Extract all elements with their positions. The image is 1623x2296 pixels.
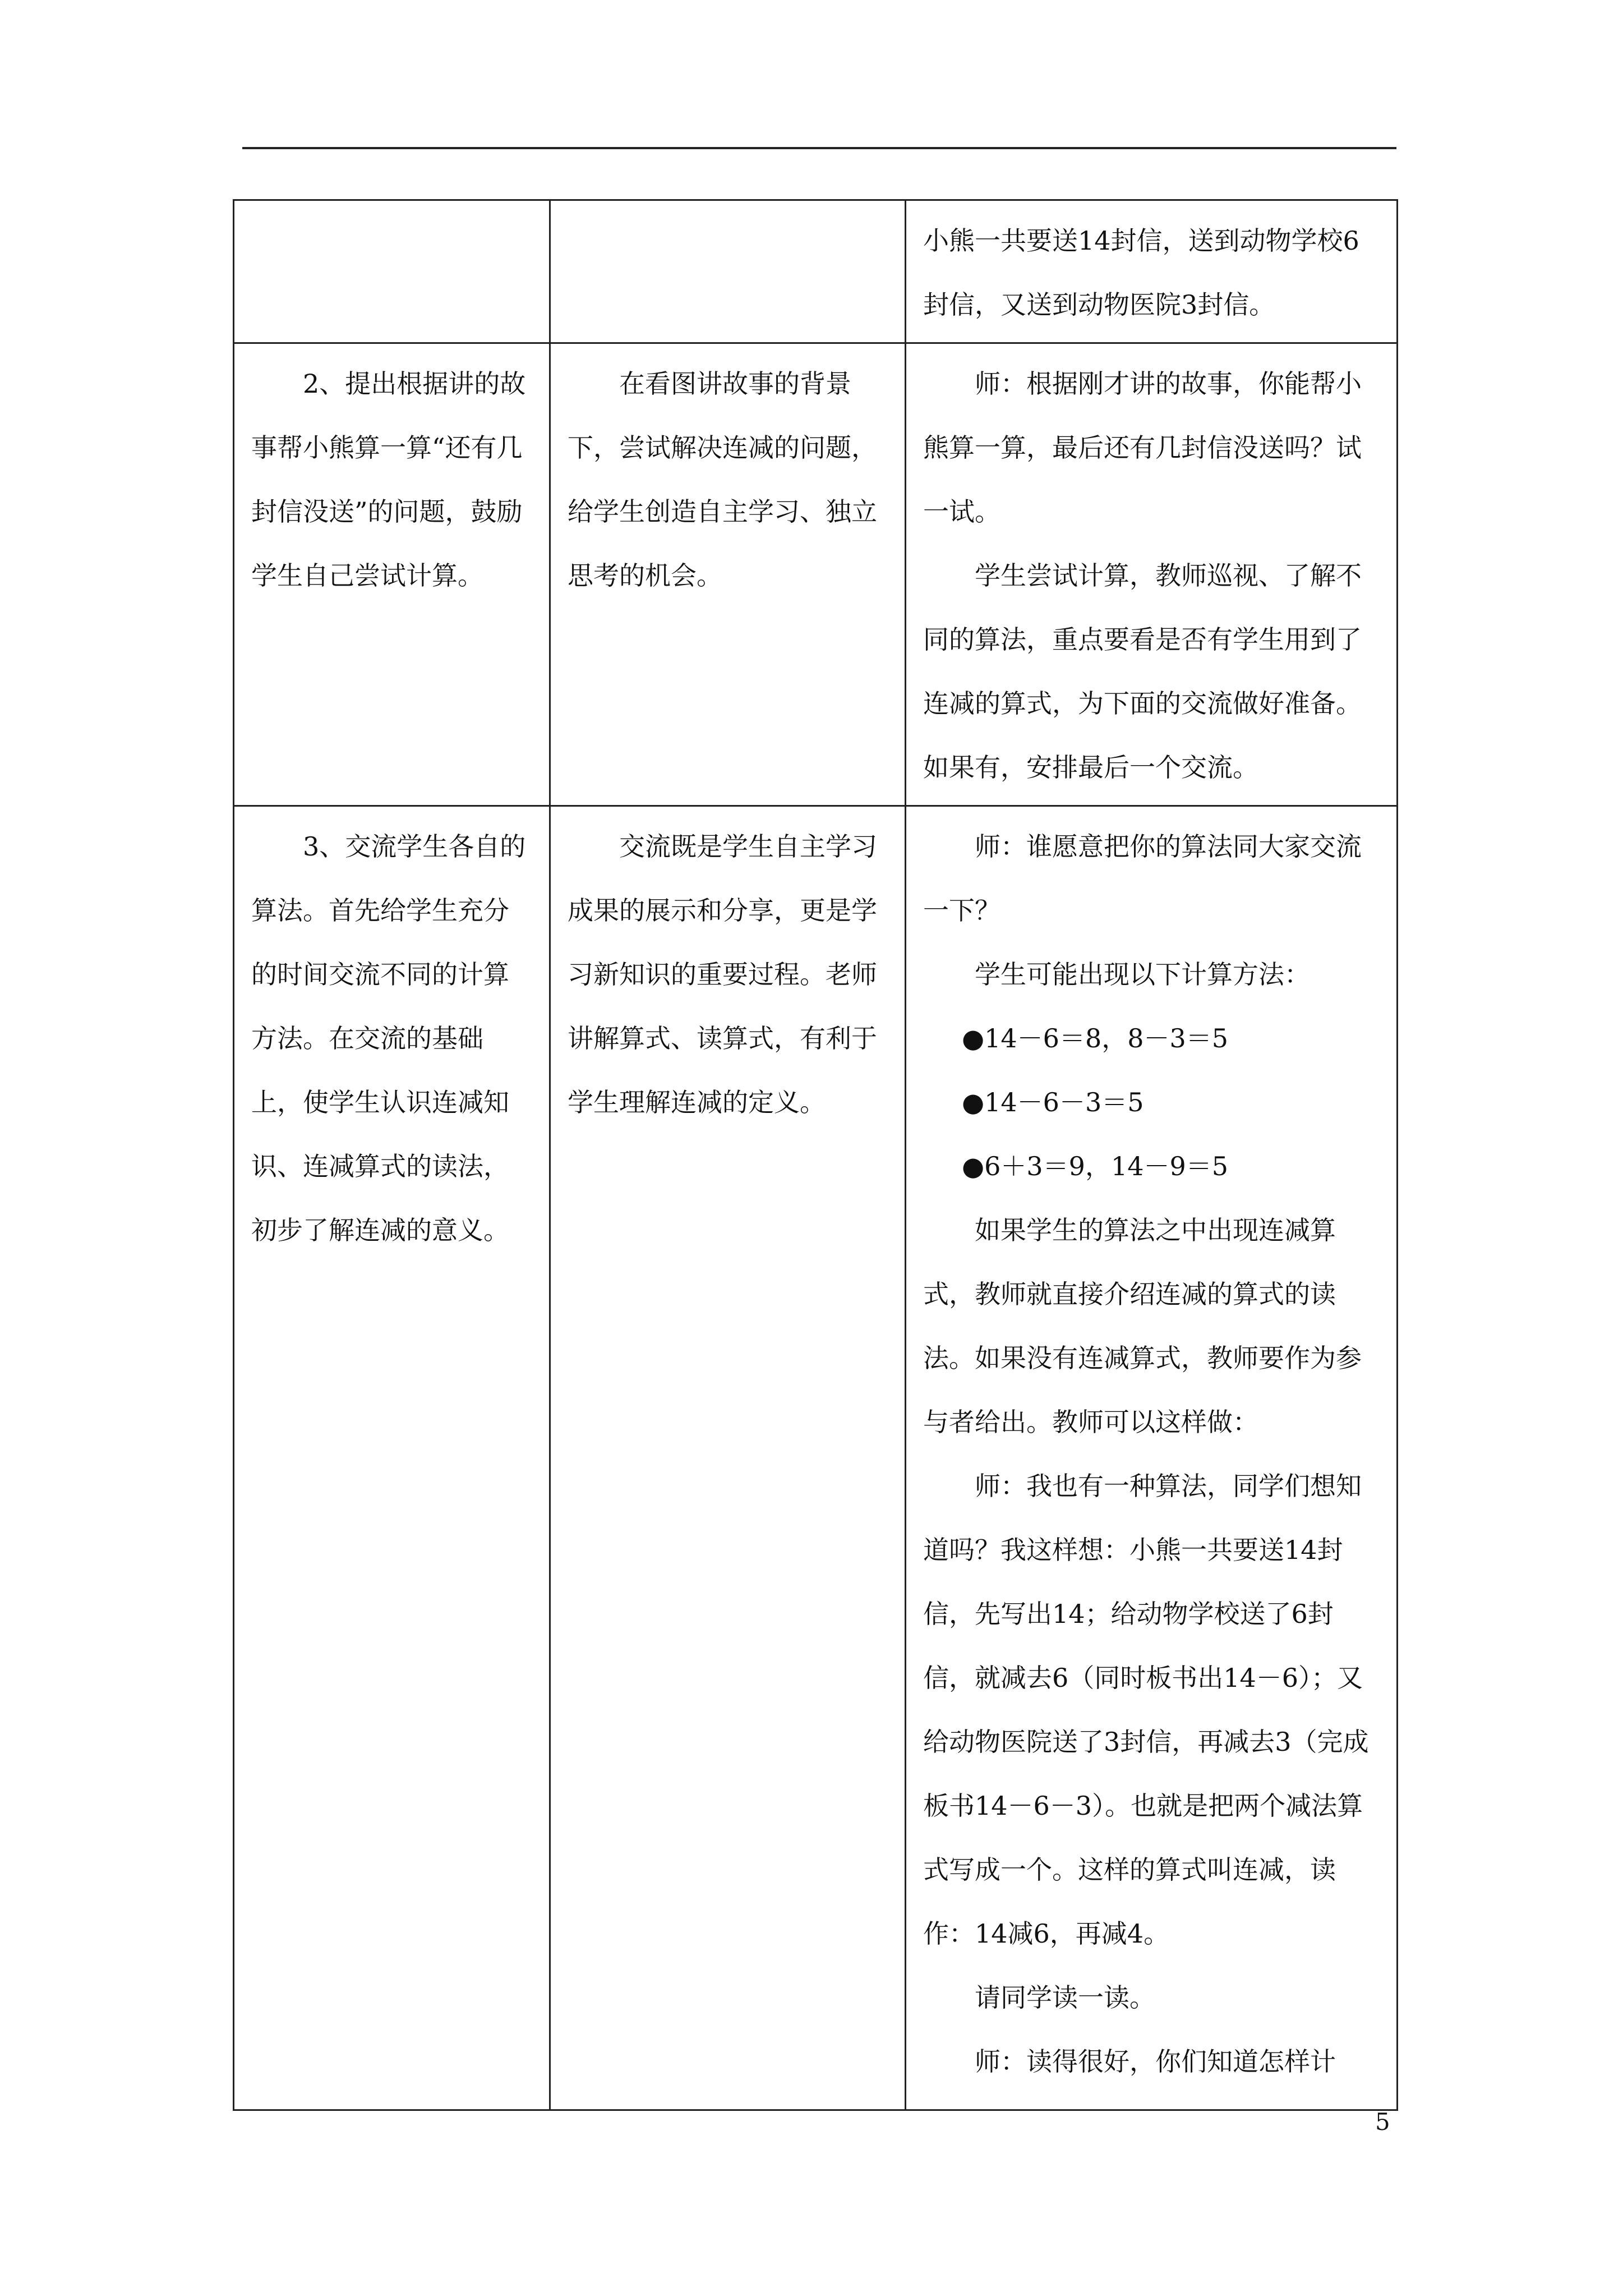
- process-text: 请同学读一读。: [975, 1982, 1155, 2013]
- process-text: 师：谁愿意把你的算法同大家交流一下？: [923, 831, 1362, 926]
- intent-text: 在看图讲故事的背景下，尝试解决连减的问题，给学生创造自主学习、独立思考的机会。: [568, 369, 877, 591]
- table-row: [234, 200, 1398, 343]
- intent-cell: [550, 200, 906, 343]
- process-cell: [906, 806, 1398, 2110]
- intent-cell: [550, 343, 906, 806]
- formula-line: ●6＋3＝9，14－9＝5: [962, 1151, 1229, 1181]
- page-number: 5: [1375, 2108, 1390, 2136]
- process-text: 如果学生的算法之中出现连减算式，教师就直接介绍连减的算式的读法。如果没有连减算式，教师要作为参与者给出。教师可以这样做：: [923, 1215, 1362, 1437]
- formula-line: ●14－6＝8，8－3＝5: [962, 1023, 1229, 1053]
- activity-cell: [234, 343, 550, 806]
- table-row: [234, 343, 1398, 806]
- intent-cell: [550, 806, 906, 2110]
- table-row: [234, 806, 1398, 2110]
- formula-line: ●14－6－3＝5: [962, 1087, 1144, 1117]
- header-rule: [242, 147, 1396, 149]
- activity-cell: [234, 200, 550, 343]
- process-text: 学生可能出现以下计算方法：: [975, 959, 1310, 990]
- activity-text: 3、交流学生各自的算法。首先给学生充分的时间交流不同的计算方法。在交流的基础上，使学生认识连减知识、连减算式的读法，初步了解连减的意义。: [251, 831, 526, 1245]
- activity-text: 2、提出根据讲的故事帮小熊算一算“还有几封信没送”的问题，鼓励学生自己尝试计算。: [251, 369, 526, 591]
- process-text: 师：读得很好，你们知道怎样计: [975, 2046, 1336, 2077]
- intent-text: 交流既是学生自主学习成果的展示和分享，更是学习新知识的重要过程。老师讲解算式、读算式，有利于学生理解连减的定义。: [568, 831, 877, 1117]
- process-cell: [906, 200, 1398, 343]
- process-text: 师：根据刚才讲的故事，你能帮小熊算一算，最后还有几封信没送吗？试一试。: [923, 369, 1362, 527]
- lesson-plan-table: [233, 199, 1398, 2111]
- activity-cell: [234, 806, 550, 2110]
- process-text: 小熊一共要送14封信，送到动物学校6封信，又送到动物医院3封信。: [923, 226, 1359, 320]
- process-text: 师：我也有一种算法，同学们想知道吗？我这样想：小熊一共要送14封信，先写出14；给动物学校送了6封信，就减去6（同时板书出14－6）；又给动物医院送了3封信，再减去3（完成板书14－6－3）。也就是把两个减法算式写成一个。这样的算式叫连减，读作：14减6，再减4。: [923, 1471, 1369, 1949]
- process-text: 学生尝试计算，教师巡视、了解不同的算法，重点要看是否有学生用到了连减的算式，为下面的交流做好准备。如果有，安排最后一个交流。: [923, 560, 1362, 783]
- process-cell: [906, 343, 1398, 806]
